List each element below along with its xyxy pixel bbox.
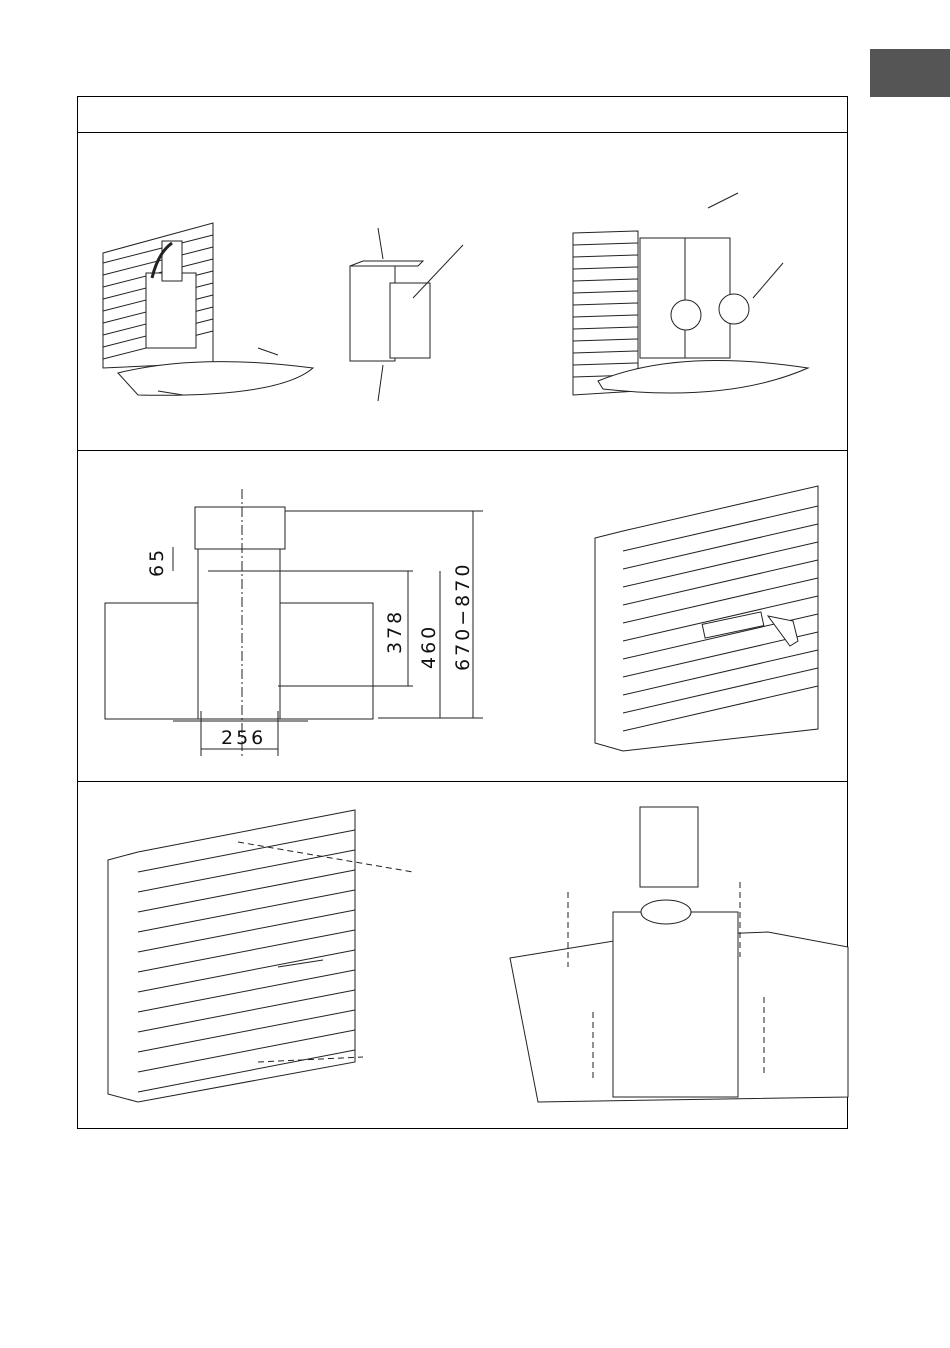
hood-installation-figure <box>103 223 313 395</box>
dim-378: 378 <box>384 608 406 654</box>
mounting-illustrations <box>78 782 849 1131</box>
hood-exhaust-mounting-figure <box>510 807 848 1102</box>
panel-assembly-step-1 <box>78 132 847 450</box>
wall-bracket-drilling-figure <box>595 486 818 751</box>
wall-bracket-screws-figure <box>108 810 413 1102</box>
header-row <box>78 97 847 132</box>
assembly-illustrations <box>78 133 849 451</box>
dim-256: 256 <box>221 727 267 749</box>
language-tab <box>870 49 950 97</box>
dim-460: 460 <box>418 623 440 669</box>
instruction-frame <box>77 96 848 1129</box>
dim-670-870: 670−870 <box>452 561 474 671</box>
chimney-assembled-figure <box>573 193 808 395</box>
panel-dimensions <box>78 450 847 781</box>
chimney-cover-figure <box>350 228 463 401</box>
panel-mounting <box>78 781 847 1130</box>
dim-65: 65 <box>146 546 168 577</box>
front-dimension-figure <box>105 489 483 756</box>
